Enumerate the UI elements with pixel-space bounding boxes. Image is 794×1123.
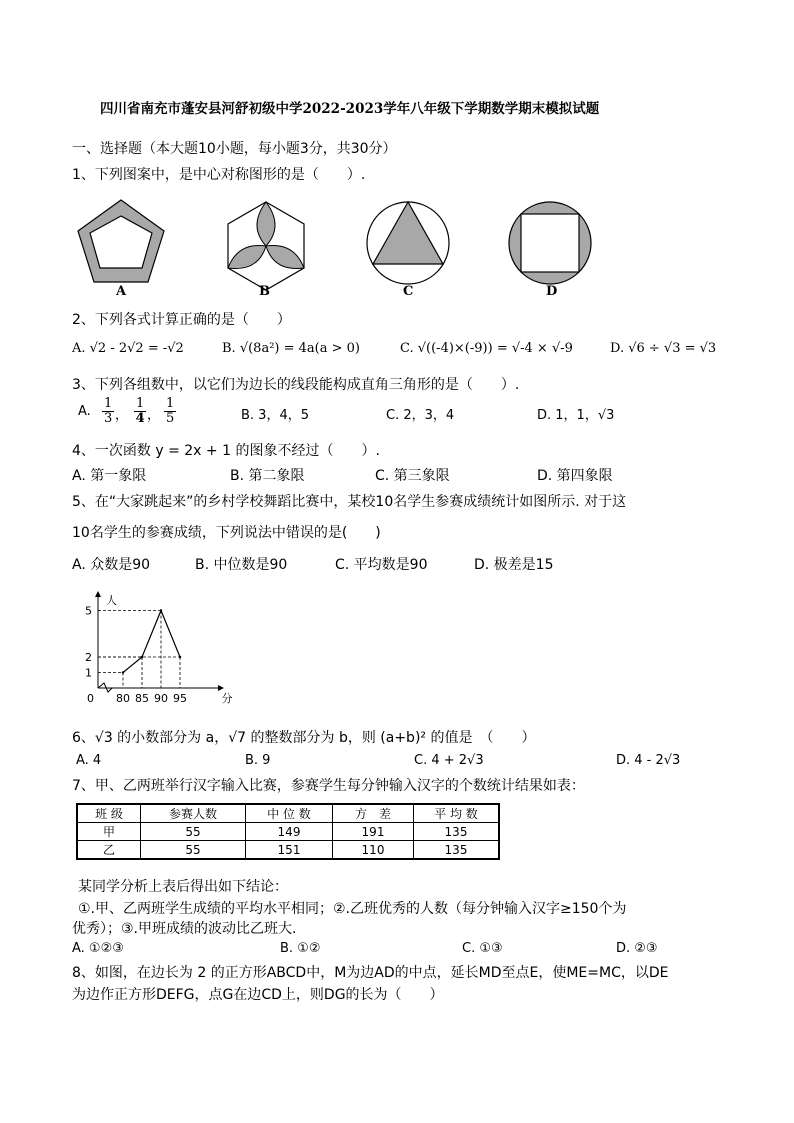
q2-stem: 2、下列各式计算正确的是（ ） [72, 312, 291, 328]
q7-option-d: D. ②③ [616, 941, 658, 956]
q3-option-b: B. 3，4，5 [241, 408, 309, 423]
fig-label-b: B [259, 284, 270, 299]
fig-label-c: C [403, 284, 414, 299]
q5-stem-line1: 5、在“大家跳起来”的乡村学校舞蹈比赛中，某校10名学生参赛成绩统计如图所示. 对于这 [72, 494, 627, 510]
q5-score-chart [78, 590, 238, 715]
figure-d-circle-square [509, 202, 591, 284]
q7-option-c: C. ①③ [462, 941, 503, 956]
q3-fraction-3-den: 5 [166, 411, 175, 426]
table-cell: 135 [414, 841, 500, 860]
table-row [77, 823, 499, 841]
table-cell: 55 [141, 841, 246, 860]
q3-comma-1: ， [115, 408, 129, 423]
page-title: 四川省南充市蓬安县河舒初级中学2022-2023学年八年级下学期数学期末模拟试题 [100, 101, 600, 117]
table-header-cell: 班 级 [77, 804, 141, 823]
x-axis-label: 分 [221, 692, 233, 705]
q2-option-a: A. √2 - 2√2 = -√2 [72, 341, 184, 356]
data-point [160, 609, 162, 611]
q7-line1: ①.甲、乙两班学生成绩的平均水平相同；②.乙班优秀的人数（每分钟输入汉字≥150个为 [78, 901, 627, 917]
figure-b-hexagon [228, 202, 304, 290]
q8-line2: 为边作正方形DEFG，点G在边CD上，则DG的长为（ ） [72, 987, 444, 1003]
q3-option-a-prefix: A. [78, 404, 91, 419]
x-axis-arrow [218, 685, 224, 691]
data-point [141, 656, 143, 658]
q3-option-c: C. 2，3，4 [386, 408, 455, 423]
q3-fraction-1 [102, 397, 114, 426]
x-tick-label: 80 [116, 692, 130, 705]
origin-label: 0 [87, 692, 94, 705]
q8-line1: 8、如图，在边长为 2 的正方形ABCD中，M为边AD的中点，延长MD至点E，使ME=MC，以DE [72, 965, 669, 981]
table-cell: 191 [333, 823, 414, 841]
q2-option-c: C. √((-4)×(-9)) = √-4 × √-9 [400, 341, 573, 356]
q4-option-c: C. 第三象限 [375, 468, 450, 484]
q3-fraction-1-den: 3 [104, 411, 113, 426]
q2-option-b: B. √(8a²) = 4a(a > 0) [222, 341, 360, 356]
q7-option-a: A. ①②③ [72, 941, 124, 956]
q4-stem: 4、一次函数 y = 2x + 1 的图象不经过（ ）. [72, 443, 380, 459]
q5-option-d: D. 极差是15 [474, 557, 554, 573]
table-header-cell: 参赛人数 [141, 804, 246, 823]
data-point [122, 671, 124, 673]
figure-c-circle-triangle [367, 202, 449, 284]
x-tick-label: 85 [135, 692, 149, 705]
q3-fraction-2-num: 1 [136, 396, 145, 411]
q6-option-c: C. 4 + 2√3 [414, 753, 484, 768]
q5-option-a: A. 众数是90 [72, 557, 151, 573]
q2-option-d: D. √6 ÷ √3 = √3 [610, 341, 717, 356]
q3-fraction-2-den: 4 [135, 411, 145, 426]
fig-label-a: A [116, 284, 127, 299]
q4-option-b: B. 第二象限 [230, 468, 305, 484]
table-header-row [77, 804, 499, 823]
q3-fraction-1-num: 1 [104, 396, 113, 411]
table-header-cell: 方 差 [333, 804, 414, 823]
q3-fraction-3-num: 1 [166, 396, 175, 411]
x-tick-label: 90 [154, 692, 168, 705]
y-axis-label: 人 [106, 594, 117, 607]
section-heading: 一、选择题（本大题10小题，每小题3分，共30分） [72, 141, 397, 157]
table-row [77, 841, 499, 860]
q4-option-d: D. 第四象限 [537, 468, 613, 484]
q7-stem: 7、甲、乙两班举行汉字输入比赛，参赛学生每分钟输入汉字的个数统计结果如表： [72, 778, 585, 794]
q3-stem: 3、下列各组数中，以它们为边长的线段能构成直角三角形的是（ ）. [72, 377, 520, 393]
q6-option-a: A. 4 [76, 753, 102, 768]
y-axis-arrow [95, 591, 101, 597]
q5-option-c: C. 平均数是90 [335, 557, 428, 573]
table-cell: 110 [333, 841, 414, 860]
table-header-cell: 中 位 数 [246, 804, 333, 823]
y-tick-label: 5 [85, 604, 92, 618]
table-cell: 135 [414, 823, 500, 841]
table-cell: 甲 [77, 823, 141, 841]
q3-fraction-3 [164, 397, 176, 426]
figure-a-pentagon [78, 200, 164, 282]
fig-label-d: D [546, 284, 558, 299]
table-cell: 151 [246, 841, 333, 860]
q7-option-b: B. ①② [280, 941, 321, 956]
data-point [179, 656, 181, 658]
q6-option-d: D. 4 - 2√3 [616, 753, 681, 768]
y-tick-label: 1 [85, 666, 92, 680]
q3-option-d: D. 1，1，√3 [537, 408, 615, 423]
table-cell: 55 [141, 823, 246, 841]
q3-comma-2: ， [147, 408, 161, 423]
q4-option-a: A. 第一象限 [72, 468, 147, 484]
q1-stem: 1、下列图案中，是中心对称图形的是（ ）. [72, 167, 366, 183]
q7-table [76, 803, 500, 860]
table-cell: 149 [246, 823, 333, 841]
q5-stem-line2: 10名学生的参赛成绩，下列说法中错误的是( ) [72, 525, 381, 541]
q6-stem: 6、√3 的小数部分为 a，√7 的整数部分为 b，则 (a+b)² 的值是 （ ） [72, 730, 536, 746]
x-tick-label: 95 [173, 692, 187, 705]
table-cell: 乙 [77, 841, 141, 860]
series-line [123, 611, 180, 673]
y-tick-label: 2 [85, 651, 92, 664]
table-header-cell: 平 均 数 [414, 804, 500, 823]
q7-lead: 某同学分析上表后得出如下结论： [78, 879, 288, 895]
q5-option-b: B. 中位数是90 [195, 557, 288, 573]
q3-fraction-2 [134, 397, 146, 426]
q6-option-b: B. 9 [245, 753, 271, 768]
q7-line2: 优秀）；③.甲班成绩的波动比乙班大. [72, 921, 297, 937]
